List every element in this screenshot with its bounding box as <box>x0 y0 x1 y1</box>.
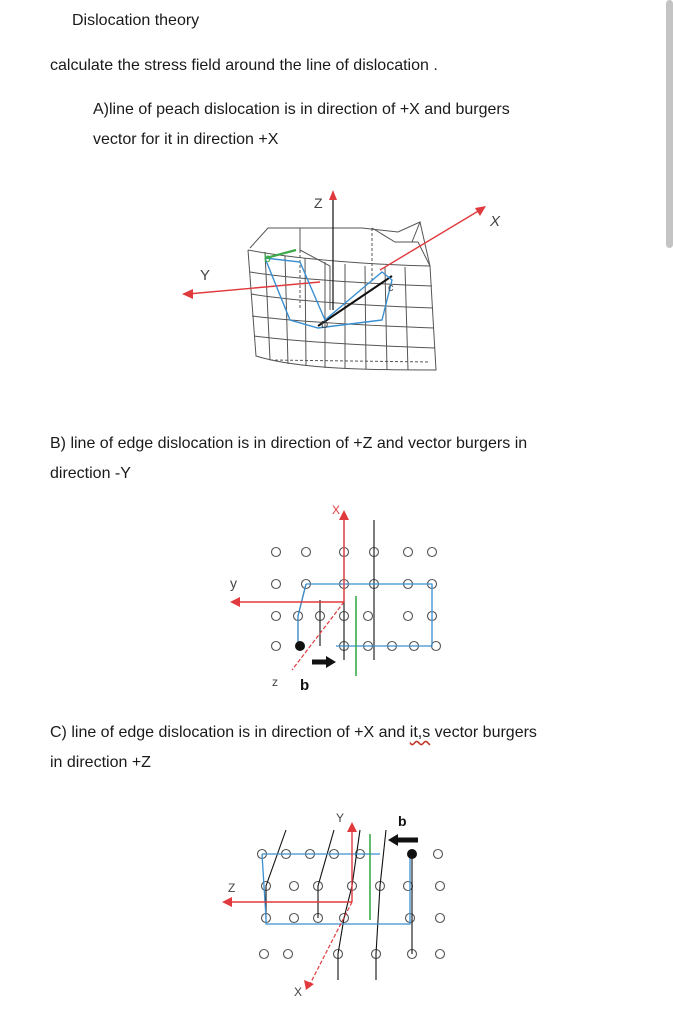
part-c-line1-word: it,s <box>409 724 431 741</box>
fig-c-y-label: Y <box>336 811 345 825</box>
part-c-line2: in direction +Z <box>50 754 151 771</box>
fig-a-x-label: X <box>490 213 501 230</box>
figure-b-edge-dislocation <box>0 500 673 694</box>
part-a-line1: A)line of peach dislocation is in direction of +X and burgers <box>93 101 510 118</box>
figure-a-screw-dislocation <box>0 170 673 430</box>
fig-b-y-label: y <box>230 575 237 591</box>
fig-c-x-label: X <box>294 985 303 999</box>
part-b-line2: direction -Y <box>50 465 131 482</box>
fig-c-b-label: b <box>398 813 407 829</box>
intro-text: calculate the stress field around the line of dislocation . <box>50 57 438 74</box>
fig-b-x-label: X <box>332 503 341 517</box>
fig-c-z-label: Z <box>228 881 236 895</box>
fig-a-z-label: Z <box>314 195 323 211</box>
doc-title: Dislocation theory <box>72 12 200 29</box>
fig-a-b-label: b <box>264 251 271 265</box>
fig-a-y-label: Y <box>200 267 211 284</box>
part-c-line1-post: vector burgers <box>430 724 537 741</box>
fig-a-c-label: c <box>388 282 394 294</box>
fig-b-b-label: b <box>300 677 310 694</box>
part-b-line1: B) line of edge dislocation is in direction of +Z and vector burgers in <box>50 435 528 452</box>
part-a-line2: vector for it in direction +X <box>93 131 279 148</box>
part-c-line1 <box>50 718 537 748</box>
part-c-line1-pre: C) line of edge dislocation is in direction of +X and <box>50 724 410 741</box>
figure-c-edge-dislocation <box>0 800 673 1020</box>
fig-a-d-label: D <box>321 320 329 331</box>
fig-b-z-label: z <box>272 675 278 689</box>
